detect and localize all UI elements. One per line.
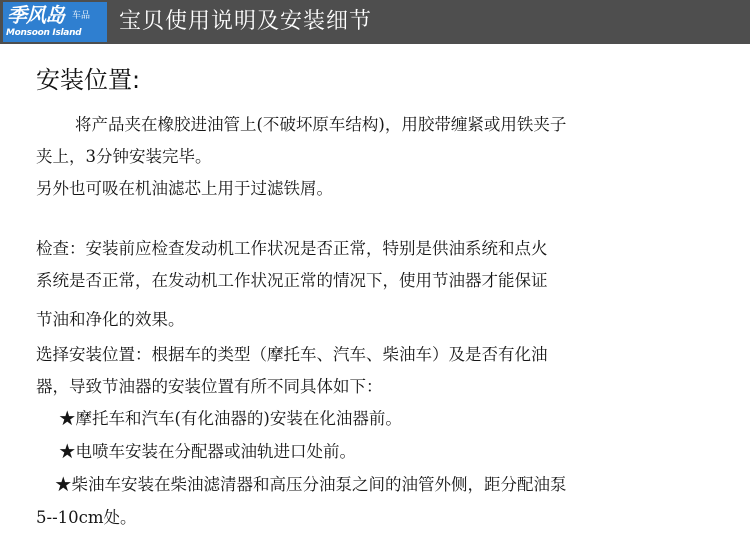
paragraph-line: 另外也可吸在机油滤芯上用于过滤铁屑。 (36, 179, 333, 198)
paragraph-line: 选择安装位置：根据车的类型（摩托车、汽车、柴油车）及是否有化油 (36, 345, 548, 364)
brand-english-name: Monsoon Island (6, 28, 82, 38)
install-location-heading: 安装位置: (36, 66, 141, 94)
brand-tag: 车品 (72, 11, 91, 21)
paragraph-line: 系统是否正常，在发动机工作状况正常的情况下，使用节油器才能保证 (36, 271, 548, 290)
header-title: 宝贝使用说明及安装细节 (119, 9, 373, 34)
brand-name: 季风岛 (7, 3, 64, 27)
paragraph-line: 将产品夹在橡胶进油管上(不破坏原车结构)，用胶带缠紧或用铁夹子 (75, 115, 567, 134)
paragraph-line: 夹上，3分钟安装完毕。 (36, 147, 212, 166)
list-item: ★电喷车安装在分配器或油轨进口处前。 (59, 442, 356, 461)
list-item: ★摩托车和汽车(有化油器的)安装在化油器前。 (59, 409, 402, 428)
list-item: ★柴油车安装在柴油滤清器和高压分油泵之间的油管外侧，距分配油泵 (55, 475, 567, 494)
paragraph-line: 检查：安装前应检查发动机工作状况是否正常，特别是供油系统和点火 (36, 239, 548, 258)
paragraph-line: 器，导致节油器的安装位置有所不同具体如下： (36, 377, 383, 396)
paragraph-line: 节油和净化的效果。 (36, 310, 185, 329)
paragraph-line: 5--10cm处。 (36, 508, 137, 527)
